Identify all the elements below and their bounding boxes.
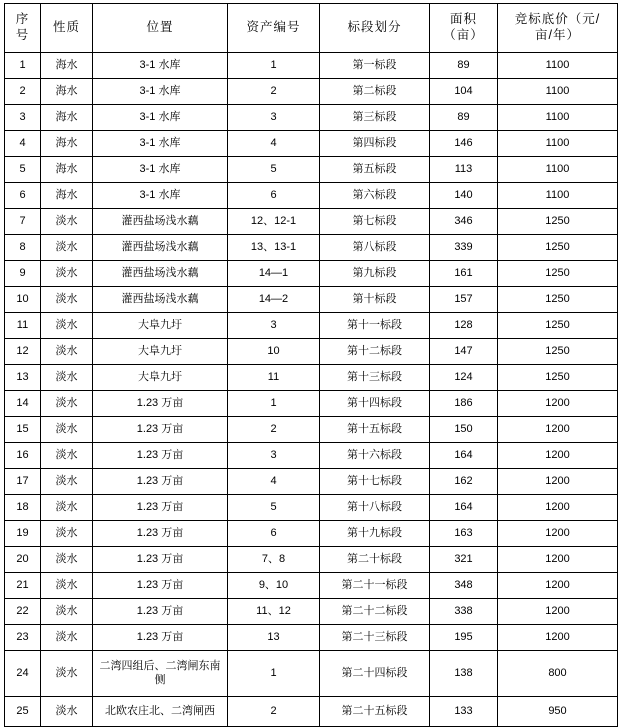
cell-asset-number: 9、10	[228, 573, 320, 599]
cell-area: 146	[430, 131, 498, 157]
cell-location: 1.23 万亩	[93, 625, 228, 651]
cell-section: 第十八标段	[320, 495, 430, 521]
cell-nature: 海水	[41, 157, 93, 183]
column-header-area: 面积 （亩）	[430, 4, 498, 53]
document-page	[0, 3, 624, 717]
table-row	[5, 79, 618, 105]
cell-index: 13	[5, 365, 41, 391]
table-row	[5, 651, 618, 697]
cell-section: 第十三标段	[320, 365, 430, 391]
cell-location: 1.23 万亩	[93, 417, 228, 443]
cell-nature: 海水	[41, 183, 93, 209]
cell-asset-number: 11	[228, 365, 320, 391]
cell-nature: 淡水	[41, 365, 93, 391]
cell-location: 灌西盐场浅水藕	[93, 235, 228, 261]
cell-asset-number: 1	[228, 53, 320, 79]
cell-price: 1250	[498, 313, 618, 339]
table-row	[5, 313, 618, 339]
cell-price: 1250	[498, 339, 618, 365]
cell-index: 11	[5, 313, 41, 339]
cell-price: 950	[498, 697, 618, 727]
cell-price: 1200	[498, 599, 618, 625]
cell-section: 第二十一标段	[320, 573, 430, 599]
cell-nature: 淡水	[41, 443, 93, 469]
cell-location: 大阜九圩	[93, 365, 228, 391]
cell-area: 338	[430, 599, 498, 625]
cell-nature: 淡水	[41, 209, 93, 235]
cell-section: 第十二标段	[320, 339, 430, 365]
cell-price: 1200	[498, 495, 618, 521]
table-row	[5, 105, 618, 131]
cell-area: 164	[430, 443, 498, 469]
cell-location: 1.23 万亩	[93, 573, 228, 599]
cell-area: 162	[430, 469, 498, 495]
cell-section: 第一标段	[320, 53, 430, 79]
cell-asset-number: 1	[228, 651, 320, 697]
cell-section: 第二十标段	[320, 547, 430, 573]
column-header-nature: 性质	[41, 4, 93, 53]
table-row	[5, 443, 618, 469]
cell-section: 第十四标段	[320, 391, 430, 417]
cell-nature: 淡水	[41, 697, 93, 727]
cell-location: 3-1 水库	[93, 53, 228, 79]
cell-asset-number: 14—1	[228, 261, 320, 287]
cell-section: 第十七标段	[320, 469, 430, 495]
cell-nature: 淡水	[41, 495, 93, 521]
cell-asset-number: 5	[228, 495, 320, 521]
cell-index: 15	[5, 417, 41, 443]
cell-price: 1200	[498, 521, 618, 547]
table-row	[5, 365, 618, 391]
cell-section: 第十一标段	[320, 313, 430, 339]
cell-nature: 淡水	[41, 469, 93, 495]
cell-section: 第二十三标段	[320, 625, 430, 651]
cell-section: 第三标段	[320, 105, 430, 131]
cell-area: 133	[430, 697, 498, 727]
cell-asset-number: 4	[228, 131, 320, 157]
cell-section: 第十六标段	[320, 443, 430, 469]
cell-location: 1.23 万亩	[93, 495, 228, 521]
table-row	[5, 697, 618, 727]
table-header	[5, 4, 618, 53]
cell-nature: 海水	[41, 105, 93, 131]
cell-index: 3	[5, 105, 41, 131]
table-row	[5, 495, 618, 521]
cell-nature: 淡水	[41, 521, 93, 547]
cell-price: 1250	[498, 365, 618, 391]
cell-location: 3-1 水库	[93, 105, 228, 131]
cell-index: 17	[5, 469, 41, 495]
cell-asset-number: 7、8	[228, 547, 320, 573]
table-row	[5, 53, 618, 79]
cell-price: 1100	[498, 183, 618, 209]
cell-index: 8	[5, 235, 41, 261]
cell-area: 113	[430, 157, 498, 183]
cell-location: 灌西盐场浅水藕	[93, 261, 228, 287]
cell-price: 1200	[498, 469, 618, 495]
cell-nature: 淡水	[41, 313, 93, 339]
cell-index: 19	[5, 521, 41, 547]
cell-location: 二湾四组后、二湾闸东南侧	[93, 651, 228, 697]
cell-nature: 淡水	[41, 417, 93, 443]
cell-area: 157	[430, 287, 498, 313]
cell-index: 25	[5, 697, 41, 727]
cell-section: 第二标段	[320, 79, 430, 105]
table-row	[5, 521, 618, 547]
cell-price: 1100	[498, 53, 618, 79]
cell-price: 1100	[498, 131, 618, 157]
cell-location: 1.23 万亩	[93, 469, 228, 495]
cell-asset-number: 13	[228, 625, 320, 651]
cell-index: 2	[5, 79, 41, 105]
cell-index: 1	[5, 53, 41, 79]
table-row	[5, 391, 618, 417]
cell-section: 第七标段	[320, 209, 430, 235]
table-row	[5, 625, 618, 651]
table-row	[5, 339, 618, 365]
column-header-asset-number: 资产编号	[228, 4, 320, 53]
cell-price: 1200	[498, 625, 618, 651]
cell-asset-number: 13、13-1	[228, 235, 320, 261]
cell-asset-number: 11、12	[228, 599, 320, 625]
cell-price: 1250	[498, 261, 618, 287]
cell-index: 10	[5, 287, 41, 313]
cell-asset-number: 2	[228, 697, 320, 727]
table-row	[5, 183, 618, 209]
table-row	[5, 261, 618, 287]
cell-location: 1.23 万亩	[93, 391, 228, 417]
cell-area: 161	[430, 261, 498, 287]
cell-area: 128	[430, 313, 498, 339]
cell-index: 12	[5, 339, 41, 365]
table-row	[5, 235, 618, 261]
asset-bidding-table	[4, 3, 618, 727]
cell-price: 1100	[498, 157, 618, 183]
cell-section: 第九标段	[320, 261, 430, 287]
cell-section: 第十标段	[320, 287, 430, 313]
cell-location: 1.23 万亩	[93, 443, 228, 469]
cell-price: 800	[498, 651, 618, 697]
cell-index: 21	[5, 573, 41, 599]
cell-location: 大阜九圩	[93, 313, 228, 339]
cell-index: 23	[5, 625, 41, 651]
cell-asset-number: 3	[228, 105, 320, 131]
cell-area: 140	[430, 183, 498, 209]
cell-index: 24	[5, 651, 41, 697]
table-row	[5, 157, 618, 183]
cell-price: 1200	[498, 547, 618, 573]
table-row	[5, 547, 618, 573]
cell-nature: 淡水	[41, 339, 93, 365]
cell-index: 16	[5, 443, 41, 469]
cell-index: 5	[5, 157, 41, 183]
table-row	[5, 131, 618, 157]
table-row	[5, 417, 618, 443]
cell-location: 1.23 万亩	[93, 599, 228, 625]
cell-asset-number: 2	[228, 79, 320, 105]
cell-section: 第二十二标段	[320, 599, 430, 625]
cell-area: 195	[430, 625, 498, 651]
table-body	[5, 53, 618, 727]
cell-area: 150	[430, 417, 498, 443]
cell-asset-number: 2	[228, 417, 320, 443]
cell-nature: 淡水	[41, 235, 93, 261]
cell-nature: 淡水	[41, 391, 93, 417]
cell-area: 186	[430, 391, 498, 417]
column-header-base-price: 竞标底价（元/ 亩/年）	[498, 4, 618, 53]
cell-nature: 淡水	[41, 573, 93, 599]
cell-index: 22	[5, 599, 41, 625]
cell-asset-number: 5	[228, 157, 320, 183]
cell-index: 20	[5, 547, 41, 573]
cell-price: 1250	[498, 287, 618, 313]
cell-section: 第二十五标段	[320, 697, 430, 727]
cell-nature: 淡水	[41, 625, 93, 651]
cell-location: 1.23 万亩	[93, 547, 228, 573]
cell-price: 1250	[498, 209, 618, 235]
table-row	[5, 573, 618, 599]
cell-price: 1200	[498, 573, 618, 599]
table-row	[5, 287, 618, 313]
cell-location: 3-1 水库	[93, 157, 228, 183]
cell-index: 18	[5, 495, 41, 521]
cell-section: 第十五标段	[320, 417, 430, 443]
cell-area: 339	[430, 235, 498, 261]
cell-asset-number: 14—2	[228, 287, 320, 313]
cell-location: 3-1 水库	[93, 79, 228, 105]
cell-nature: 海水	[41, 53, 93, 79]
cell-price: 1200	[498, 417, 618, 443]
table-header-row	[5, 4, 618, 53]
cell-index: 7	[5, 209, 41, 235]
cell-asset-number: 1	[228, 391, 320, 417]
cell-location: 灌西盐场浅水藕	[93, 209, 228, 235]
cell-index: 4	[5, 131, 41, 157]
cell-nature: 淡水	[41, 287, 93, 313]
table-row	[5, 599, 618, 625]
column-header-section-division: 标段划分	[320, 4, 430, 53]
cell-area: 164	[430, 495, 498, 521]
table-row	[5, 469, 618, 495]
cell-section: 第二十四标段	[320, 651, 430, 697]
cell-nature: 淡水	[41, 547, 93, 573]
cell-section: 第十九标段	[320, 521, 430, 547]
column-header-index: 序 号	[5, 4, 41, 53]
cell-area: 89	[430, 105, 498, 131]
cell-nature: 淡水	[41, 261, 93, 287]
cell-asset-number: 4	[228, 469, 320, 495]
cell-section: 第八标段	[320, 235, 430, 261]
cell-section: 第五标段	[320, 157, 430, 183]
table-row	[5, 209, 618, 235]
cell-price: 1100	[498, 105, 618, 131]
cell-index: 6	[5, 183, 41, 209]
cell-section: 第六标段	[320, 183, 430, 209]
cell-nature: 淡水	[41, 599, 93, 625]
cell-index: 14	[5, 391, 41, 417]
cell-asset-number: 10	[228, 339, 320, 365]
cell-asset-number: 6	[228, 521, 320, 547]
cell-area: 321	[430, 547, 498, 573]
cell-area: 346	[430, 209, 498, 235]
cell-price: 1250	[498, 235, 618, 261]
cell-location: 3-1 水库	[93, 183, 228, 209]
cell-index: 9	[5, 261, 41, 287]
cell-area: 104	[430, 79, 498, 105]
cell-area: 147	[430, 339, 498, 365]
cell-location: 1.23 万亩	[93, 521, 228, 547]
cell-price: 1100	[498, 79, 618, 105]
cell-area: 163	[430, 521, 498, 547]
cell-location: 灌西盐场浅水藕	[93, 287, 228, 313]
cell-section: 第四标段	[320, 131, 430, 157]
cell-area: 348	[430, 573, 498, 599]
cell-location: 3-1 水库	[93, 131, 228, 157]
cell-nature: 海水	[41, 79, 93, 105]
cell-nature: 海水	[41, 131, 93, 157]
cell-nature: 淡水	[41, 651, 93, 697]
cell-location: 大阜九圩	[93, 339, 228, 365]
column-header-location: 位置	[93, 4, 228, 53]
cell-asset-number: 3	[228, 313, 320, 339]
cell-asset-number: 6	[228, 183, 320, 209]
cell-price: 1200	[498, 443, 618, 469]
cell-area: 138	[430, 651, 498, 697]
cell-price: 1200	[498, 391, 618, 417]
cell-area: 89	[430, 53, 498, 79]
cell-area: 124	[430, 365, 498, 391]
cell-asset-number: 3	[228, 443, 320, 469]
cell-asset-number: 12、12-1	[228, 209, 320, 235]
cell-location: 北欧农庄北、二湾闸西	[93, 697, 228, 727]
